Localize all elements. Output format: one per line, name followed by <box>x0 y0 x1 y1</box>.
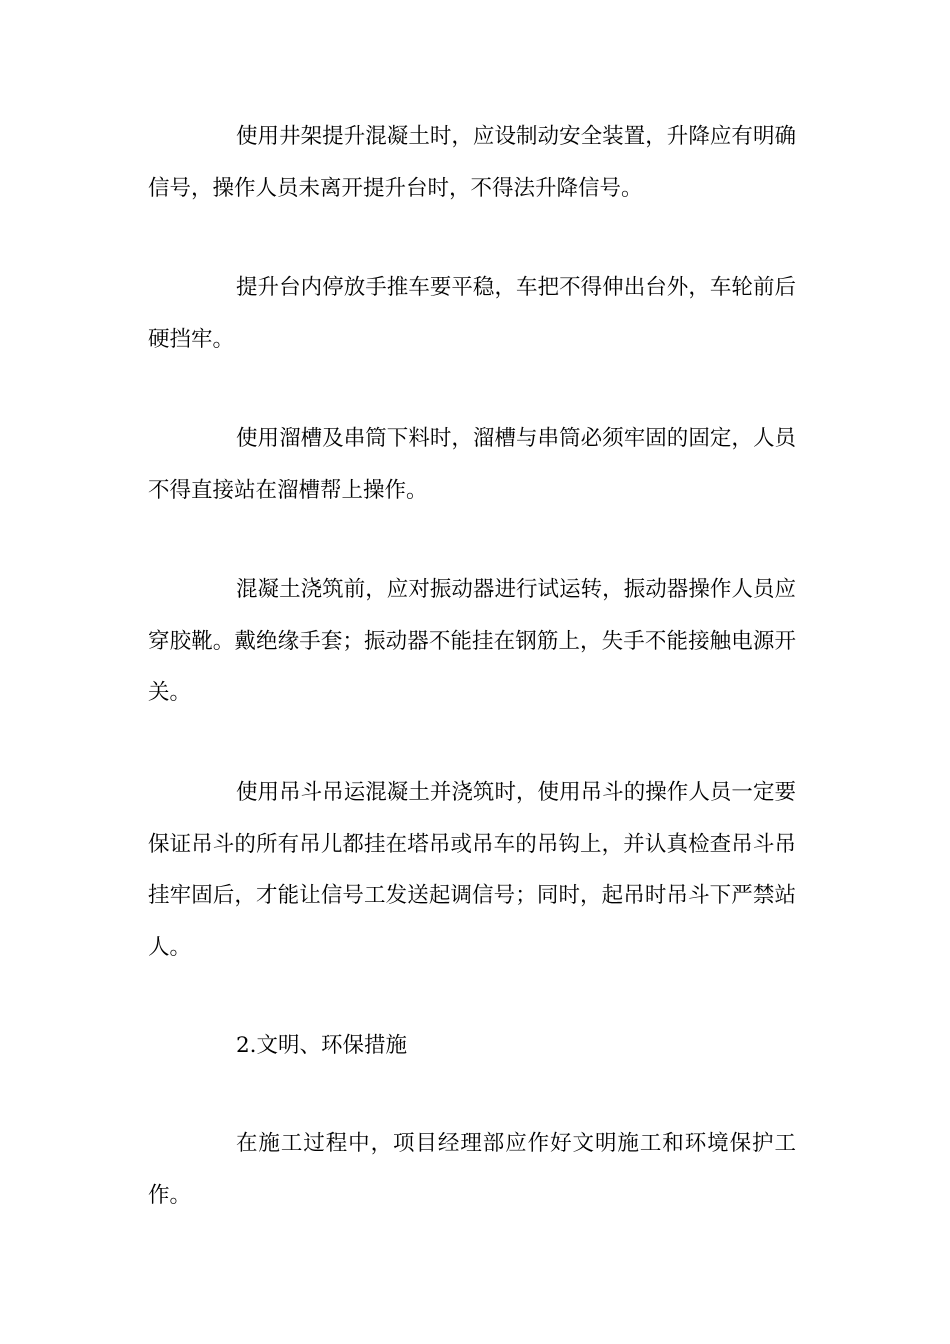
paragraph-hoist-safety: 使用井架提升混凝土时，应设制动安全装置，升降应有明确信号，操作人员未离开提升台时，不得法升降信号。 <box>148 124 796 201</box>
section-heading-civilization-environment: 2.文明、环保措施 <box>236 1033 408 1058</box>
paragraph-cart-parking: 提升台内停放手推车要平稳，车把不得伸出台外，车轮前后硬挡牢。 <box>148 275 796 352</box>
paragraph-bucket-lifting: 使用吊斗吊运混凝土并浇筑时，使用吊斗的操作人员一定要保证吊斗的所有吊儿都挂在塔吊或吊车的吊钩上，并认真检查吊斗吊挂牢固后，才能让信号工发送起调信号；同时，起吊时吊斗下严禁站人。 <box>148 780 796 960</box>
paragraph-project-management: 在施工过程中，项目经理部应作好文明施工和环境保护工作。 <box>148 1131 796 1208</box>
paragraph-vibrator-safety: 混凝土浇筑前，应对振动器进行试运转，振动器操作人员应穿胶靴。戴绝缘手套；振动器不能挂在钢筋上，失手不能接触电源开关。 <box>148 577 796 705</box>
paragraph-chute-usage: 使用溜槽及串筒下料时，溜槽与串筒必须牢固的固定，人员不得直接站在溜槽帮上操作。 <box>148 426 796 503</box>
